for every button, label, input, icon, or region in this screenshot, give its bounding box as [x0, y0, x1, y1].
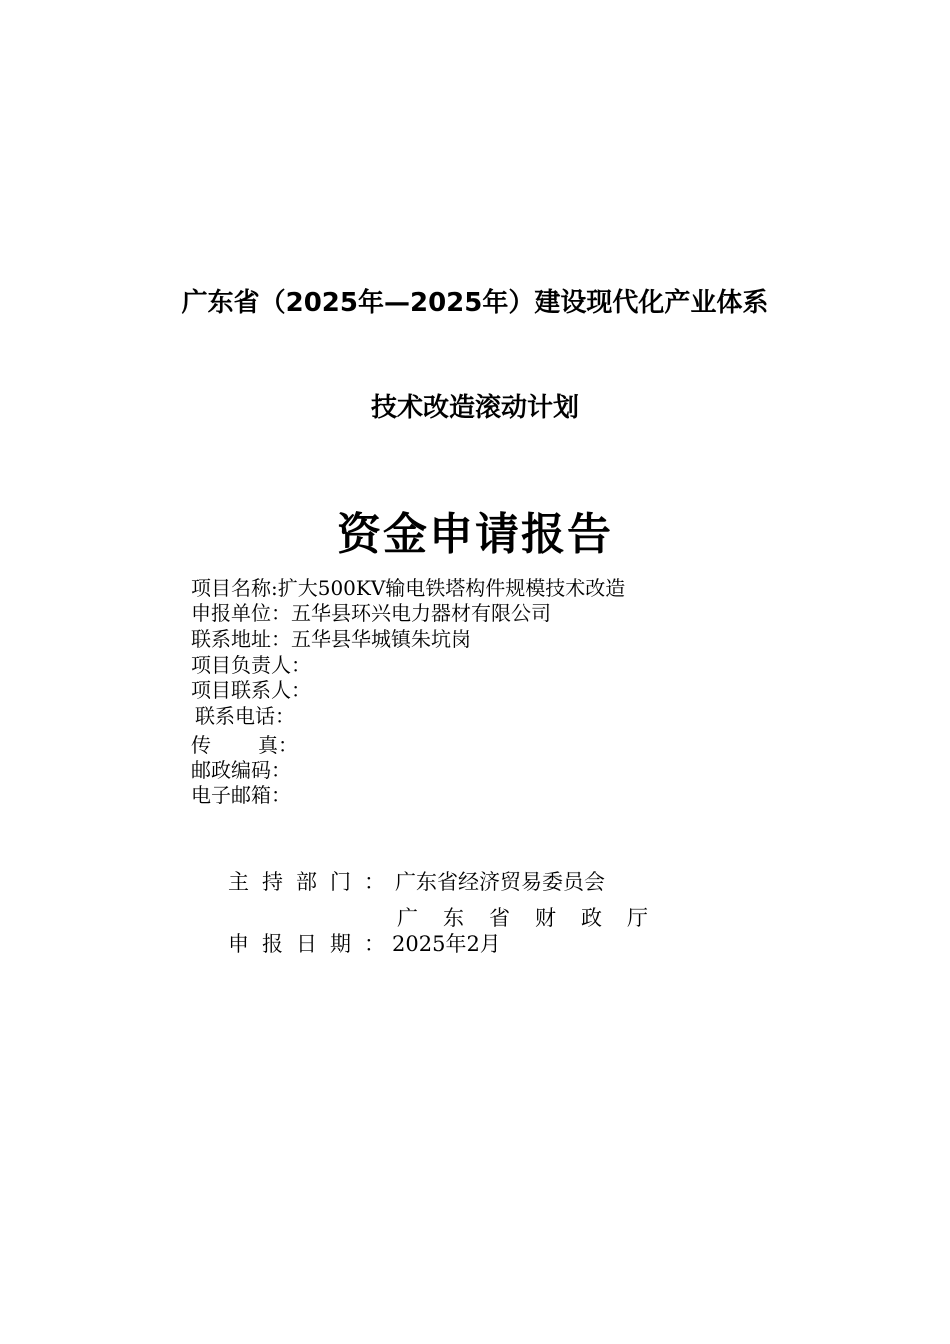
report-title: 资金申请报告 — [337, 509, 613, 560]
applicant-unit: 申报单位：五华县环兴电力器材有限公司 — [191, 601, 551, 625]
title-line-2: 技术改造滚动计划 — [370, 393, 579, 423]
project-leader: 项目负责人： — [191, 653, 311, 677]
title-line-1: 广东省（2025年—2025年）建设现代化产业体系 — [181, 288, 769, 318]
fax-label-b: 真： — [258, 733, 298, 757]
dept-value-1: 广东省经济贸易委员会 — [395, 870, 605, 894]
dept-label: 主持部门： — [228, 870, 398, 894]
date-label: 申报日期： — [228, 932, 398, 956]
fax-label-a: 传 — [191, 733, 211, 757]
dept-value-2: 广东省财政厅 — [397, 906, 673, 930]
email: 电子邮箱： — [191, 783, 291, 807]
contact-address: 联系地址：五华县华城镇朱坑岗 — [191, 627, 471, 651]
project-name: 项目名称:扩大500KV输电铁塔构件规模技术改造 — [191, 576, 626, 600]
postcode: 邮政编码： — [191, 758, 291, 782]
date-value: 2025年2月 — [392, 932, 501, 956]
project-contact: 项目联系人： — [191, 678, 311, 702]
contact-phone: 联系电话： — [195, 704, 295, 728]
